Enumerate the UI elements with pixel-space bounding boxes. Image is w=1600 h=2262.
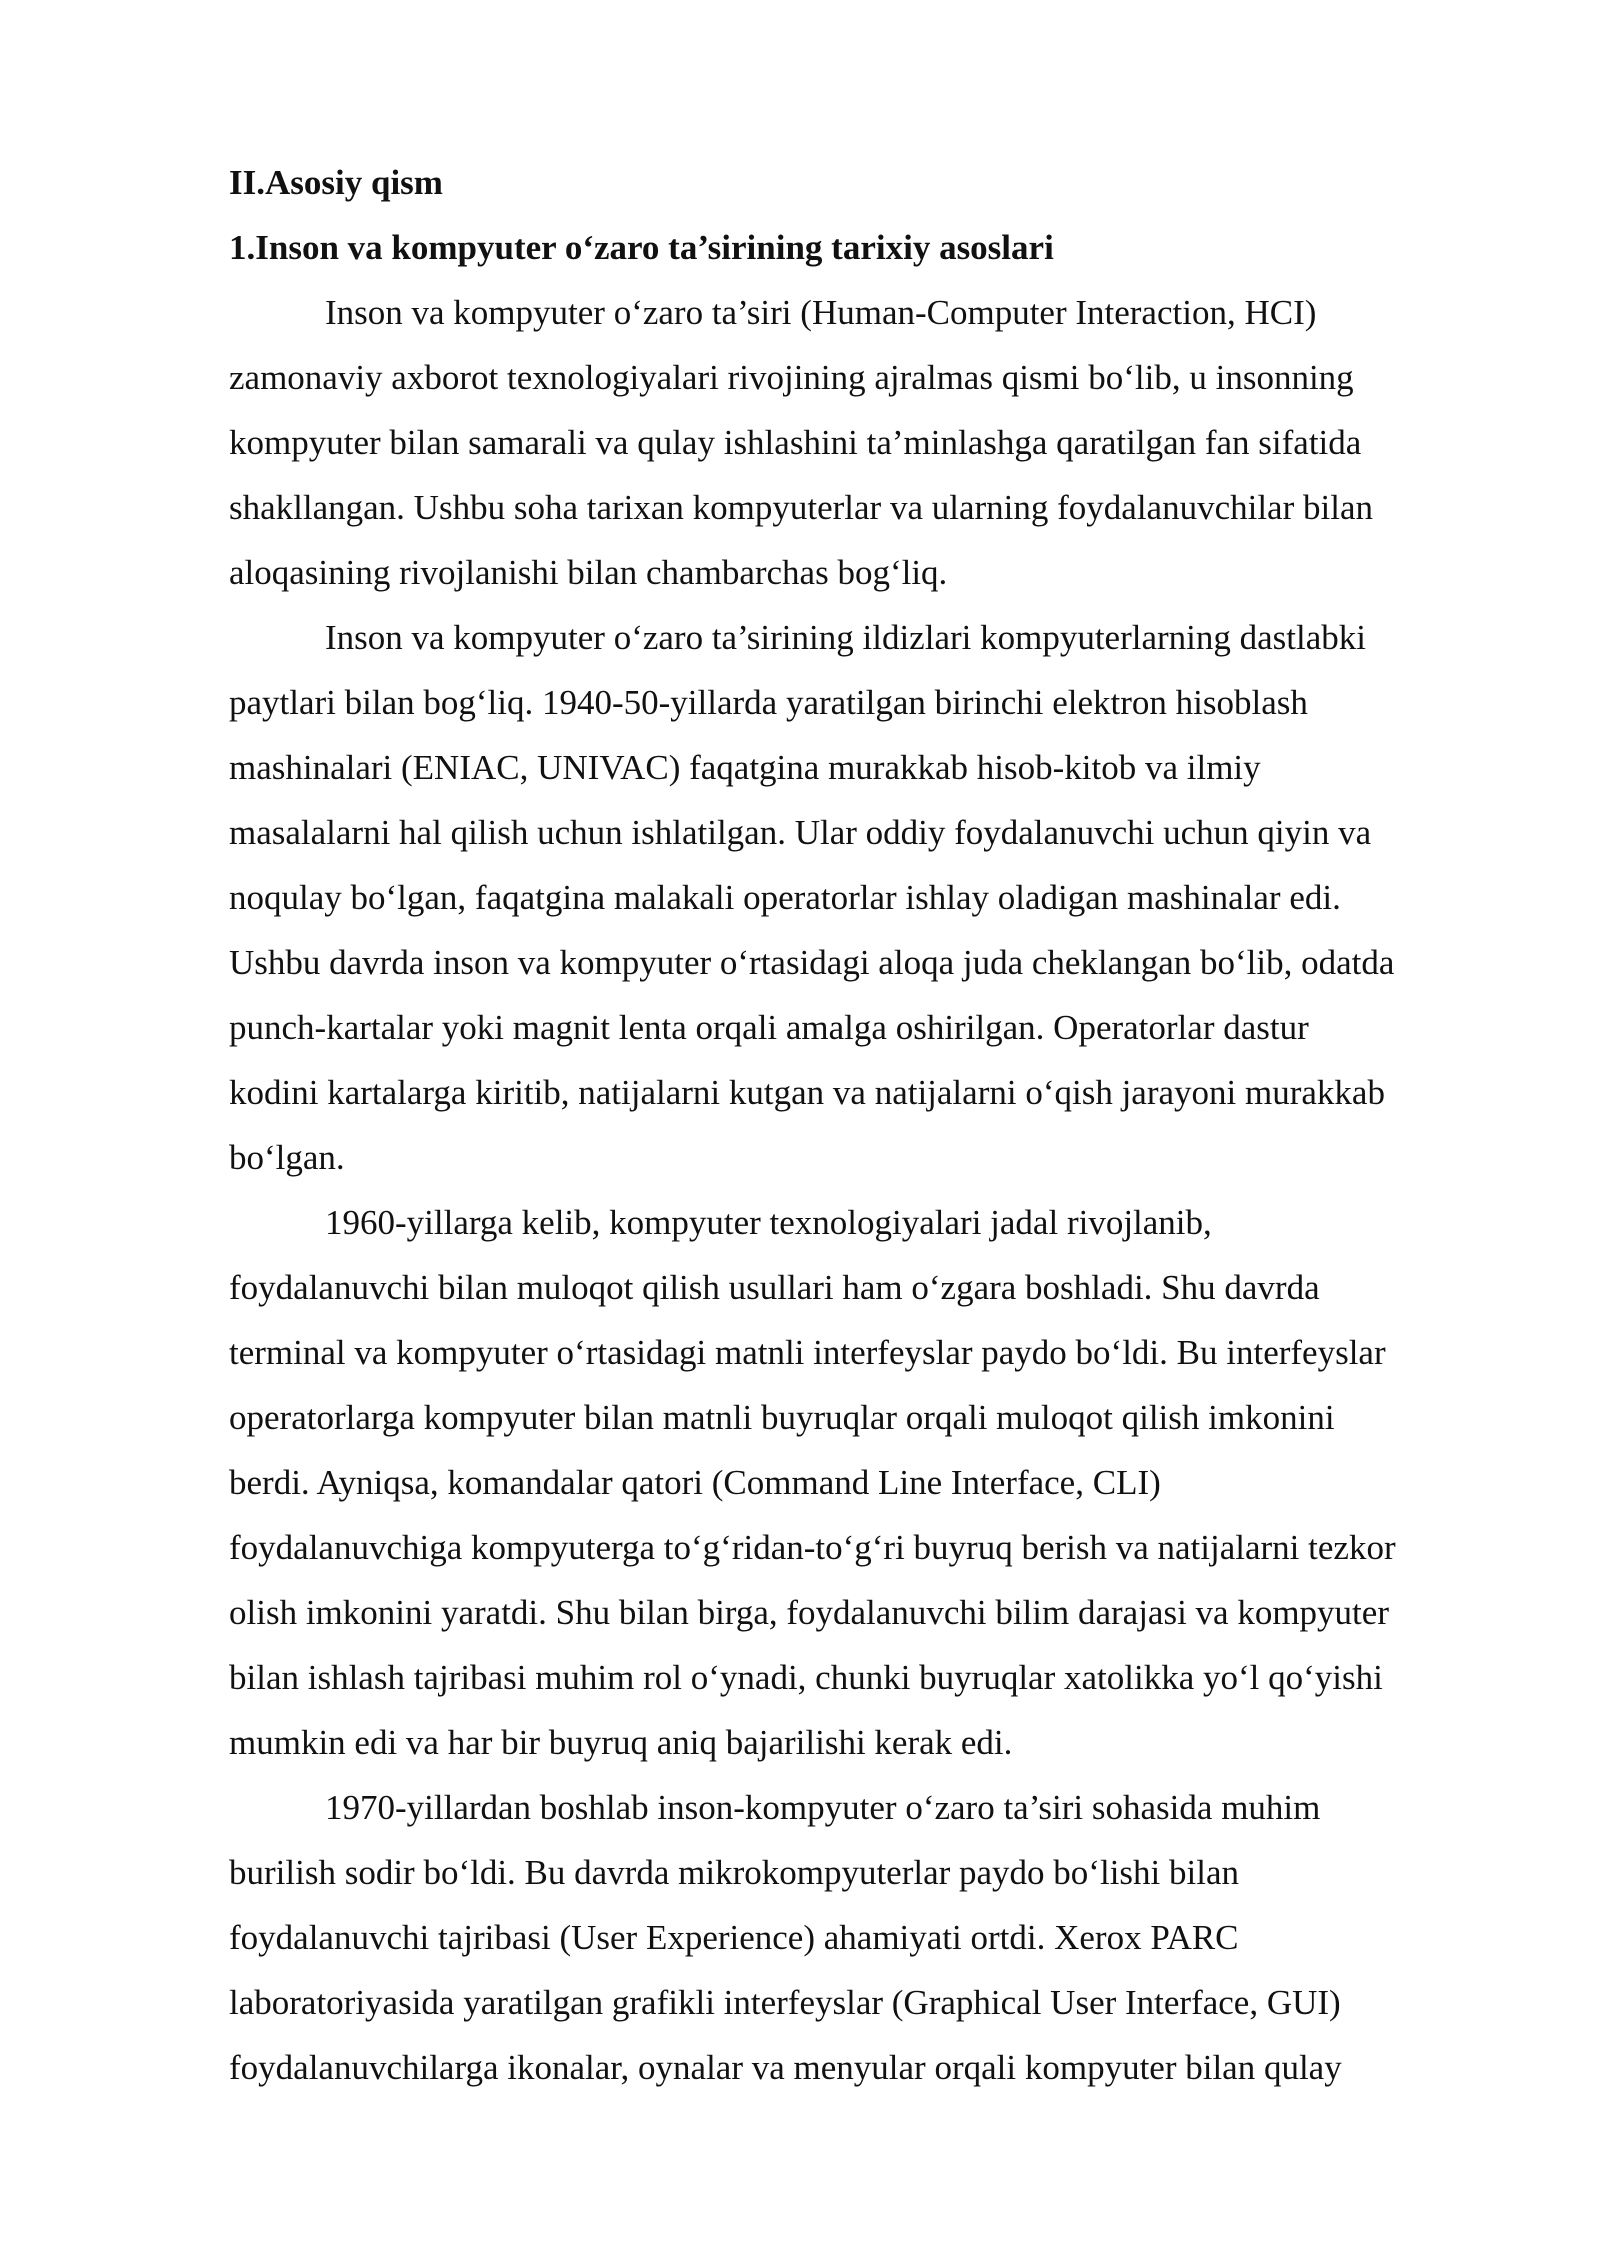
paragraph-line: 1970-yillardan boshlab inson-kompyuter o‘zaro ta’siri sohasida muhim [325,1788,1321,1827]
paragraph-2 [229,605,1485,1190]
paragraph-line: noqulay bo‘lgan, faqatgina malakali operatorlar ishlay oladigan mashinalar edi. [229,878,1341,917]
paragraph-line: kompyuter bilan samarali va qulay ishlashini ta’minlashga qaratilgan fan sifatida [229,423,1362,462]
paragraph-line: burilish sodir bo‘ldi. Bu davrda mikrokompyuterlar paydo bo‘lishi bilan [229,1853,1239,1892]
paragraph-line: aloqasining rivojlanishi bilan chambarchas bog‘liq. [229,553,948,592]
paragraph-line: foydalanuvchiga kompyuterga to‘g‘ridan-to‘g‘ri buyruq berish va natijalarni tezkor [229,1528,1396,1567]
paragraph-line: bilan ishlash tajribasi muhim rol o‘ynadi, chunki buyruqlar xatolikka yo‘l qo‘yishi [229,1658,1383,1697]
paragraph-line: Inson va kompyuter o‘zaro ta’siri (Human-Computer Interaction, HCI) [325,293,1317,332]
paragraph-line: foydalanuvchi tajribasi (User Experience) ahamiyati ortdi. Xerox PARC [229,1918,1239,1957]
paragraph-line: mashinalari (ENIAC, UNIVAC) faqatgina murakkab hisob-kitob va ilmiy [229,748,1261,787]
section-title: II.Asosiy qism [229,163,443,202]
document-page [229,150,1485,2100]
paragraph-line: 1960-yillarga kelib, kompyuter texnologiyalari jadal rivojlanib, [325,1203,1212,1242]
paragraph-line: foydalanuvchi bilan muloqot qilish usullari ham o‘zgara boshladi. Shu davrda [229,1268,1320,1307]
paragraph-line: Inson va kompyuter o‘zaro ta’sirining ildizlari kompyuterlarning dastlabki [325,618,1366,657]
paragraph-line: paytlari bilan bog‘liq. 1940-50-yillarda yaratilgan birinchi elektron hisoblash [229,683,1308,722]
paragraph-line: operatorlarga kompyuter bilan matnli buyruqlar orqali muloqot qilish imkonini [229,1398,1335,1437]
paragraph-4 [229,1775,1485,2100]
paragraph-line: punch-kartalar yoki magnit lenta orqali amalga oshirilgan. Operatorlar dastur [229,1008,1309,1047]
paragraph-3 [229,1190,1485,1775]
paragraph-line: bo‘lgan. [229,1138,345,1177]
paragraph-line: masalalarni hal qilish uchun ishlatilgan. Ular oddiy foydalanuvchi uchun qiyin va [229,813,1372,852]
paragraph-line: zamonaviy axborot texnologiyalari rivojining ajralmas qismi bo‘lib, u insonning [229,358,1354,397]
paragraph-line: terminal va kompyuter o‘rtasidagi matnli interfeyslar paydo bo‘ldi. Bu interfeyslar [229,1333,1386,1372]
paragraph-1 [229,280,1485,605]
subsection-title: 1.Inson va kompyuter o‘zaro ta’sirining tarixiy asoslari [229,228,1054,267]
paragraph-line: olish imkonini yaratdi. Shu bilan birga, foydalanuvchi bilim darajasi va kompyuter [229,1593,1389,1632]
paragraph-line: kodini kartalarga kiritib, natijalarni kutgan va natijalarni o‘qish jarayoni murakkab [229,1073,1385,1112]
paragraph-line: laboratoriyasida yaratilgan grafikli interfeyslar (Graphical User Interface, GUI) [229,1983,1341,2022]
paragraph-line: mumkin edi va har bir buyruq aniq bajarilishi kerak edi. [229,1723,1013,1762]
paragraph-line: Ushbu davrda inson va kompyuter o‘rtasidagi aloqa juda cheklangan bo‘lib, odatda [229,943,1395,982]
paragraph-line: berdi. Ayniqsa, komandalar qatori (Command Line Interface, CLI) [229,1463,1161,1502]
paragraph-line: shakllangan. Ushbu soha tarixan kompyuterlar va ularning foydalanuvchilar bilan [229,488,1373,527]
paragraph-line: foydalanuvchilarga ikonalar, oynalar va menyular orqali kompyuter bilan qulay [229,2048,1342,2087]
